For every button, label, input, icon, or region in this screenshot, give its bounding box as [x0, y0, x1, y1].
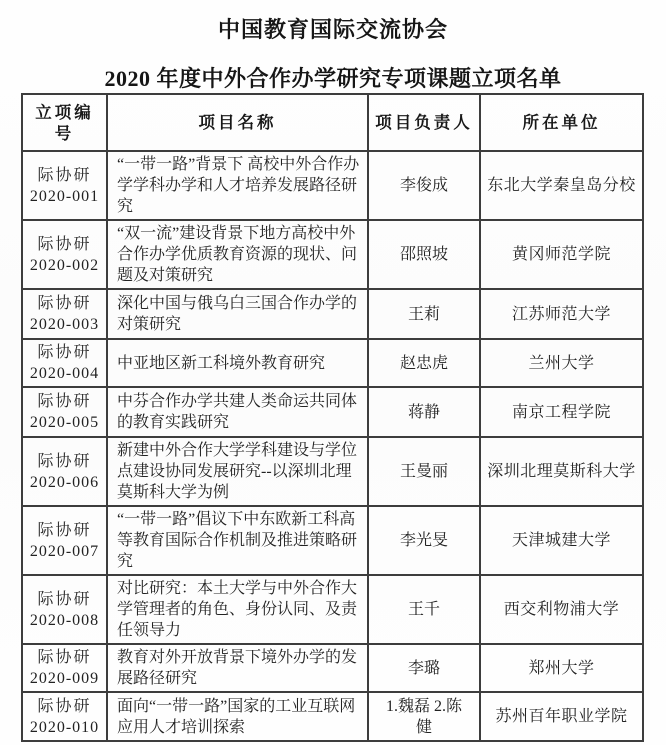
project-number-prefix: 际协研 [37, 452, 92, 470]
cell-unit: 天津城建大学 [480, 506, 643, 575]
table-row [22, 506, 643, 575]
cell-project-title: 面向“一带一路”国家的工业互联网应用人才培训探索 [107, 692, 368, 741]
table-row [22, 289, 643, 339]
cell-project-number [22, 575, 107, 644]
cell-unit: 兰州大学 [480, 339, 643, 387]
cell-project-leader: 李俊成 [368, 151, 480, 220]
cell-project-title: “一带一路”倡议下中东欧新工科高等教育国际合作机制及推进策略研究 [107, 506, 368, 575]
col-header-project-leader: 项目负责人 [368, 94, 480, 151]
project-number-code: 2020-004 [29, 365, 100, 382]
cell-unit: 西交利物浦大学 [480, 575, 643, 644]
project-number-code: 2020-008 [29, 611, 100, 629]
cell-project-title: 对比研究：本土大学与中外合作大学管理者的角色、身份认同、及责任领导力 [107, 575, 368, 644]
cell-unit: 郑州大学 [480, 644, 643, 692]
table-row [22, 575, 643, 644]
project-number-code: 2020-007 [29, 542, 100, 560]
cell-project-number [22, 692, 107, 741]
project-number-prefix: 际协研 [37, 521, 92, 539]
cell-project-number [22, 289, 107, 339]
project-number-code: 2020-005 [29, 414, 100, 431]
project-number-prefix: 际协研 [37, 344, 92, 361]
cell-project-leader: 王曼丽 [368, 437, 480, 506]
cell-project-title: 中亚地区新工科境外教育研究 [107, 339, 368, 387]
table-row [22, 151, 643, 220]
cell-project-number [22, 151, 107, 220]
project-number-prefix: 际协研 [37, 649, 92, 666]
table-row [22, 437, 643, 506]
cell-project-title: “一带一路”背景下 高校中外合作办学学科办学和人才培养发展路径研究 [107, 151, 368, 220]
cell-project-leader: 李光旻 [368, 506, 480, 575]
col-header-project-number: 立项编号 [22, 94, 107, 151]
cell-unit: 苏州百年职业学院 [480, 692, 643, 741]
table-row [22, 220, 643, 289]
cell-project-title: 新建中外合作大学学科建设与学位点建设协同发展研究--以深圳北理莫斯科大学为例 [107, 437, 368, 506]
cell-project-title: 教育对外开放背景下境外办学的发展路径研究 [107, 644, 368, 692]
cell-project-leader: 王千 [368, 575, 480, 644]
project-number-prefix: 际协研 [37, 393, 92, 410]
cell-project-number [22, 387, 107, 437]
cell-unit: 江苏师范大学 [480, 289, 643, 339]
document-title: 中国教育国际交流协会 [217, 17, 448, 42]
cell-project-leader: 赵忠虎 [368, 339, 480, 387]
project-number-code: 2020-002 [29, 256, 100, 274]
cell-project-leader: 1.魏磊 2.陈健 [368, 692, 480, 741]
cell-project-number [22, 339, 107, 387]
cell-unit: 南京工程学院 [480, 387, 643, 437]
project-number-prefix: 际协研 [37, 590, 92, 608]
cell-project-leader: 李璐 [368, 644, 480, 692]
cell-project-leader: 蒋静 [368, 387, 480, 437]
project-number-prefix: 际协研 [37, 697, 92, 715]
table-row [22, 339, 643, 387]
table-row [22, 387, 643, 437]
cell-project-title: 中芬合作办学共建人类命运共同体的教育实践研究 [107, 387, 368, 437]
cell-project-number [22, 506, 107, 575]
col-header-unit: 所在单位 [480, 94, 643, 151]
cell-project-leader: 王莉 [368, 289, 480, 339]
header-row [22, 94, 643, 151]
project-number-code: 2020-009 [29, 670, 100, 687]
col-header-project-title: 项目名称 [107, 94, 368, 151]
project-number-code: 2020-010 [29, 718, 100, 736]
project-number-code: 2020-003 [29, 316, 100, 333]
cell-unit: 深圳北理莫斯科大学 [480, 437, 643, 506]
project-number-prefix: 际协研 [37, 235, 92, 253]
cell-unit: 黄冈师范学院 [480, 220, 643, 289]
project-table [21, 93, 644, 742]
project-number-prefix: 际协研 [37, 166, 92, 184]
cell-project-title: “双一流”建设背景下地方高校中外合作办学优质教育资源的现状、问题及对策研究 [107, 220, 368, 289]
project-number-prefix: 际协研 [37, 295, 92, 312]
project-table-header [22, 94, 643, 151]
cell-project-number [22, 644, 107, 692]
cell-project-number [22, 220, 107, 289]
project-table-body [22, 151, 643, 741]
table-row [22, 644, 643, 692]
project-number-code: 2020-001 [29, 187, 100, 205]
cell-unit: 东北大学秦皇岛分校 [480, 151, 643, 220]
table-row [22, 692, 643, 741]
cell-project-title: 深化中国与俄乌白三国合作办学的对策研究 [107, 289, 368, 339]
cell-project-leader: 邵照坡 [368, 220, 480, 289]
cell-project-number [22, 437, 107, 506]
document-subtitle: 2020 年度中外合作办学研究专项课题立项名单 [104, 66, 562, 91]
project-number-code: 2020-006 [29, 473, 100, 491]
